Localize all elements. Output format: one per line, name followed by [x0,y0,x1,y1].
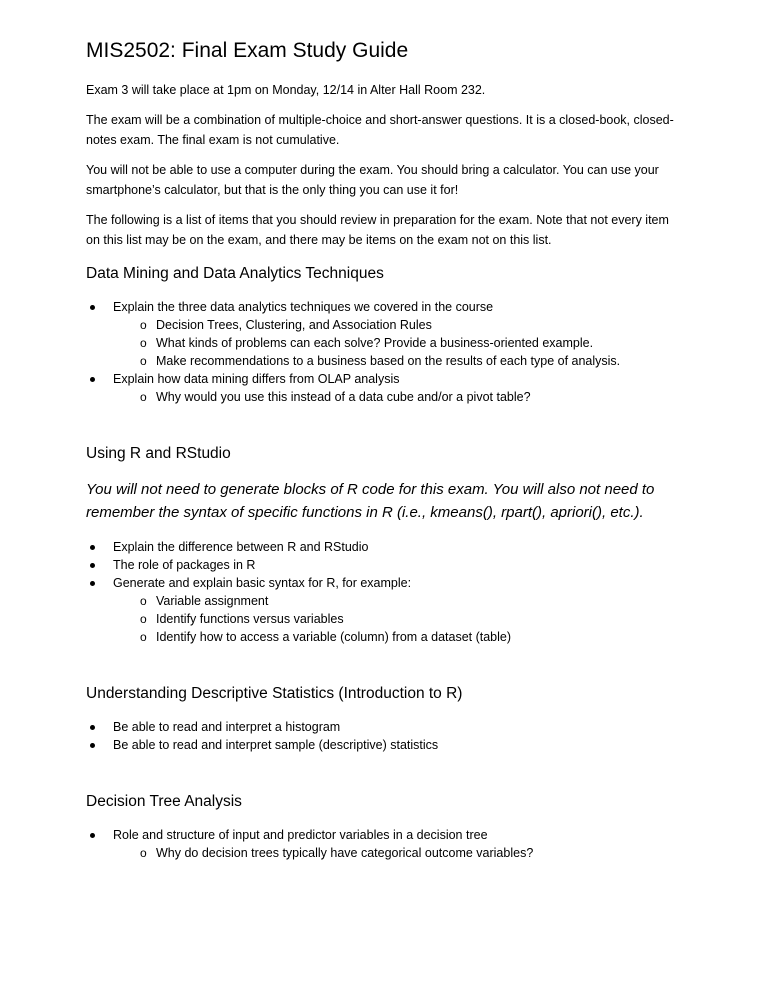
circle-bullet-icon: o [140,612,147,626]
sub-list-item [113,352,683,370]
sub-list [113,388,683,406]
circle-bullet-icon: o [140,354,147,368]
bullet-icon [90,833,95,838]
sub-list-item [113,592,683,610]
list-item [86,574,683,646]
sub-list-item-text: Variable assignment [156,594,269,608]
bullet-list [86,298,683,406]
list-item [86,736,683,754]
sub-list-item [113,844,683,862]
sub-list-item-text: Decision Trees, Clustering, and Association Rules [156,318,432,332]
list-item [86,556,683,574]
list-item [86,826,683,862]
sub-list-item [113,316,683,334]
sub-list [113,592,683,646]
intro-paragraph: The exam will be a combination of multiple-choice and short-answer questions. It is a closed-book, closed-notes exam. The final exam is not cumulative. [86,113,674,147]
list-item-text: Be able to read and interpret sample (descriptive) statistics [113,738,439,752]
list-item [86,718,683,736]
bullet-icon [90,305,95,310]
bullet-icon [90,563,95,568]
page-title: MIS2502: Final Exam Study Guide [86,39,409,62]
bullet-list [86,538,683,646]
circle-bullet-icon: o [140,630,147,644]
list-item-text: Explain how data mining differs from OLAP analysis [113,372,400,386]
list-item-text: Generate and explain basic syntax for R, for example: [113,576,412,590]
sub-list-item [113,388,683,406]
circle-bullet-icon: o [140,318,147,332]
sub-list-item-text: Identify how to access a variable (column) from a dataset (table) [156,630,512,644]
sub-list-item [113,628,683,646]
circle-bullet-icon: o [140,336,147,350]
bullet-icon [90,377,95,382]
bullet-icon [90,725,95,730]
bullet-icon [90,545,95,550]
intro-paragraph: Exam 3 will take place at 1pm on Monday, 12/14 in Alter Hall Room 232. [86,83,486,97]
list-item-text: Explain the three data analytics techniques we covered in the course [113,300,494,314]
section-heading: Data Mining and Data Analytics Techniques [86,265,384,282]
bullet-list [86,826,683,862]
circle-bullet-icon: o [140,390,147,404]
sub-list-item [113,334,683,352]
list-item-text: Role and structure of input and predictor variables in a decision tree [113,828,488,842]
list-item [86,298,683,370]
sub-list-item-text: Why do decision trees typically have categorical outcome variables? [156,846,534,860]
sub-list-item-text: Make recommendations to a business based on the results of each type of analysis. [156,354,621,368]
list-item-text: The role of packages in R [113,558,256,572]
intro-paragraph: The following is a list of items that you should review in preparation for the exam. Note that not every item on this list may be on the exam, and there may be items on the exam not on this list. [86,213,669,247]
circle-bullet-icon: o [140,846,147,860]
sub-list-item-text: Why would you use this instead of a data cube and/or a pivot table? [156,390,531,404]
intro-paragraph: You will not be able to use a computer during the exam. You should bring a calculator. You can use your smartphone’s calculator, but that is the only thing you can use it for! [86,163,659,197]
sub-list-item-text: What kinds of problems can each solve? Provide a business-oriented example. [156,336,594,350]
sub-list [113,316,683,370]
bullet-icon [90,581,95,586]
sub-list-item-text: Identify functions versus variables [156,612,344,626]
section-heading: Decision Tree Analysis [86,793,242,810]
bullet-list [86,718,683,754]
sub-list-item [113,610,683,628]
bullet-icon [90,743,95,748]
section-heading: Understanding Descriptive Statistics (Introduction to R) [86,685,463,702]
sub-list [113,844,683,862]
list-item-text: Explain the difference between R and RStudio [113,540,369,554]
section-note: You will not need to generate blocks of R code for this exam. You will also not need to remember the syntax of specific functions in R (i.e., kmeans(), rpart(), apriori(), etc.). [86,481,655,521]
list-item [86,370,683,406]
list-item-text: Be able to read and interpret a histogram [113,720,341,734]
list-item [86,538,683,556]
circle-bullet-icon: o [140,594,147,608]
section-heading: Using R and RStudio [86,445,231,462]
